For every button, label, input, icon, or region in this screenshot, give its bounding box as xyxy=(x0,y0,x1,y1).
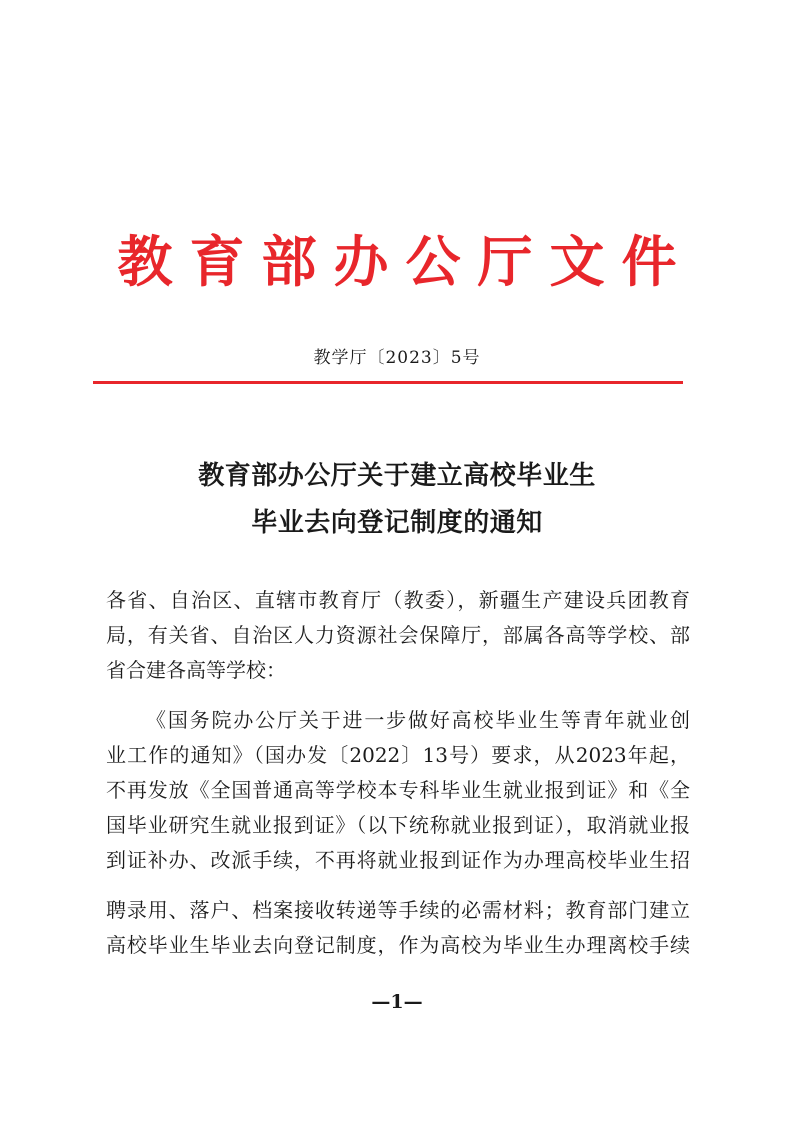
body-text-line: 高校毕业生毕业去向登记制度，作为高校为毕业生办理离校手续 xyxy=(106,933,690,957)
body-text-line: 局，有关省、自治区人力资源社会保障厅，部属各高等学校、部 xyxy=(106,623,690,647)
red-divider-line xyxy=(93,381,683,384)
document-masthead: 教育部办公厅文件 xyxy=(117,230,694,294)
body-text-line: 聘录用、落户、档案接收转递等手续的必需材料；教育部门建立 xyxy=(106,898,690,922)
body-text-line: 业工作的通知》（国办发〔2022〕13号）要求，从2023年起， xyxy=(106,743,690,767)
body-text-line: 各省、自治区、直辖市教育厅（教委），新疆生产建设兵团教育 xyxy=(106,588,690,612)
page-number: —1— xyxy=(371,991,423,1013)
body-text-line: 到证补办、改派手续，不再将就业报到证作为办理高校毕业生招 xyxy=(106,848,690,872)
body-text-line: 国毕业研究生就业报到证》（以下统称就业报到证），取消就业报 xyxy=(106,813,690,837)
document-title-line-2: 毕业去向登记制度的通知 xyxy=(251,508,543,538)
body-text-line: 省合建各高等学校： xyxy=(106,658,286,682)
document-number: 教学厅〔2023〕5号 xyxy=(313,348,481,368)
body-text-line: 《国务院办公厅关于进一步做好高校毕业生等青年就业创 xyxy=(146,708,690,732)
document-title-line-1: 教育部办公厅关于建立高校毕业生 xyxy=(198,461,596,491)
body-text-line: 不再发放《全国普通高等学校本专科毕业生就业报到证》和《全 xyxy=(106,778,690,802)
